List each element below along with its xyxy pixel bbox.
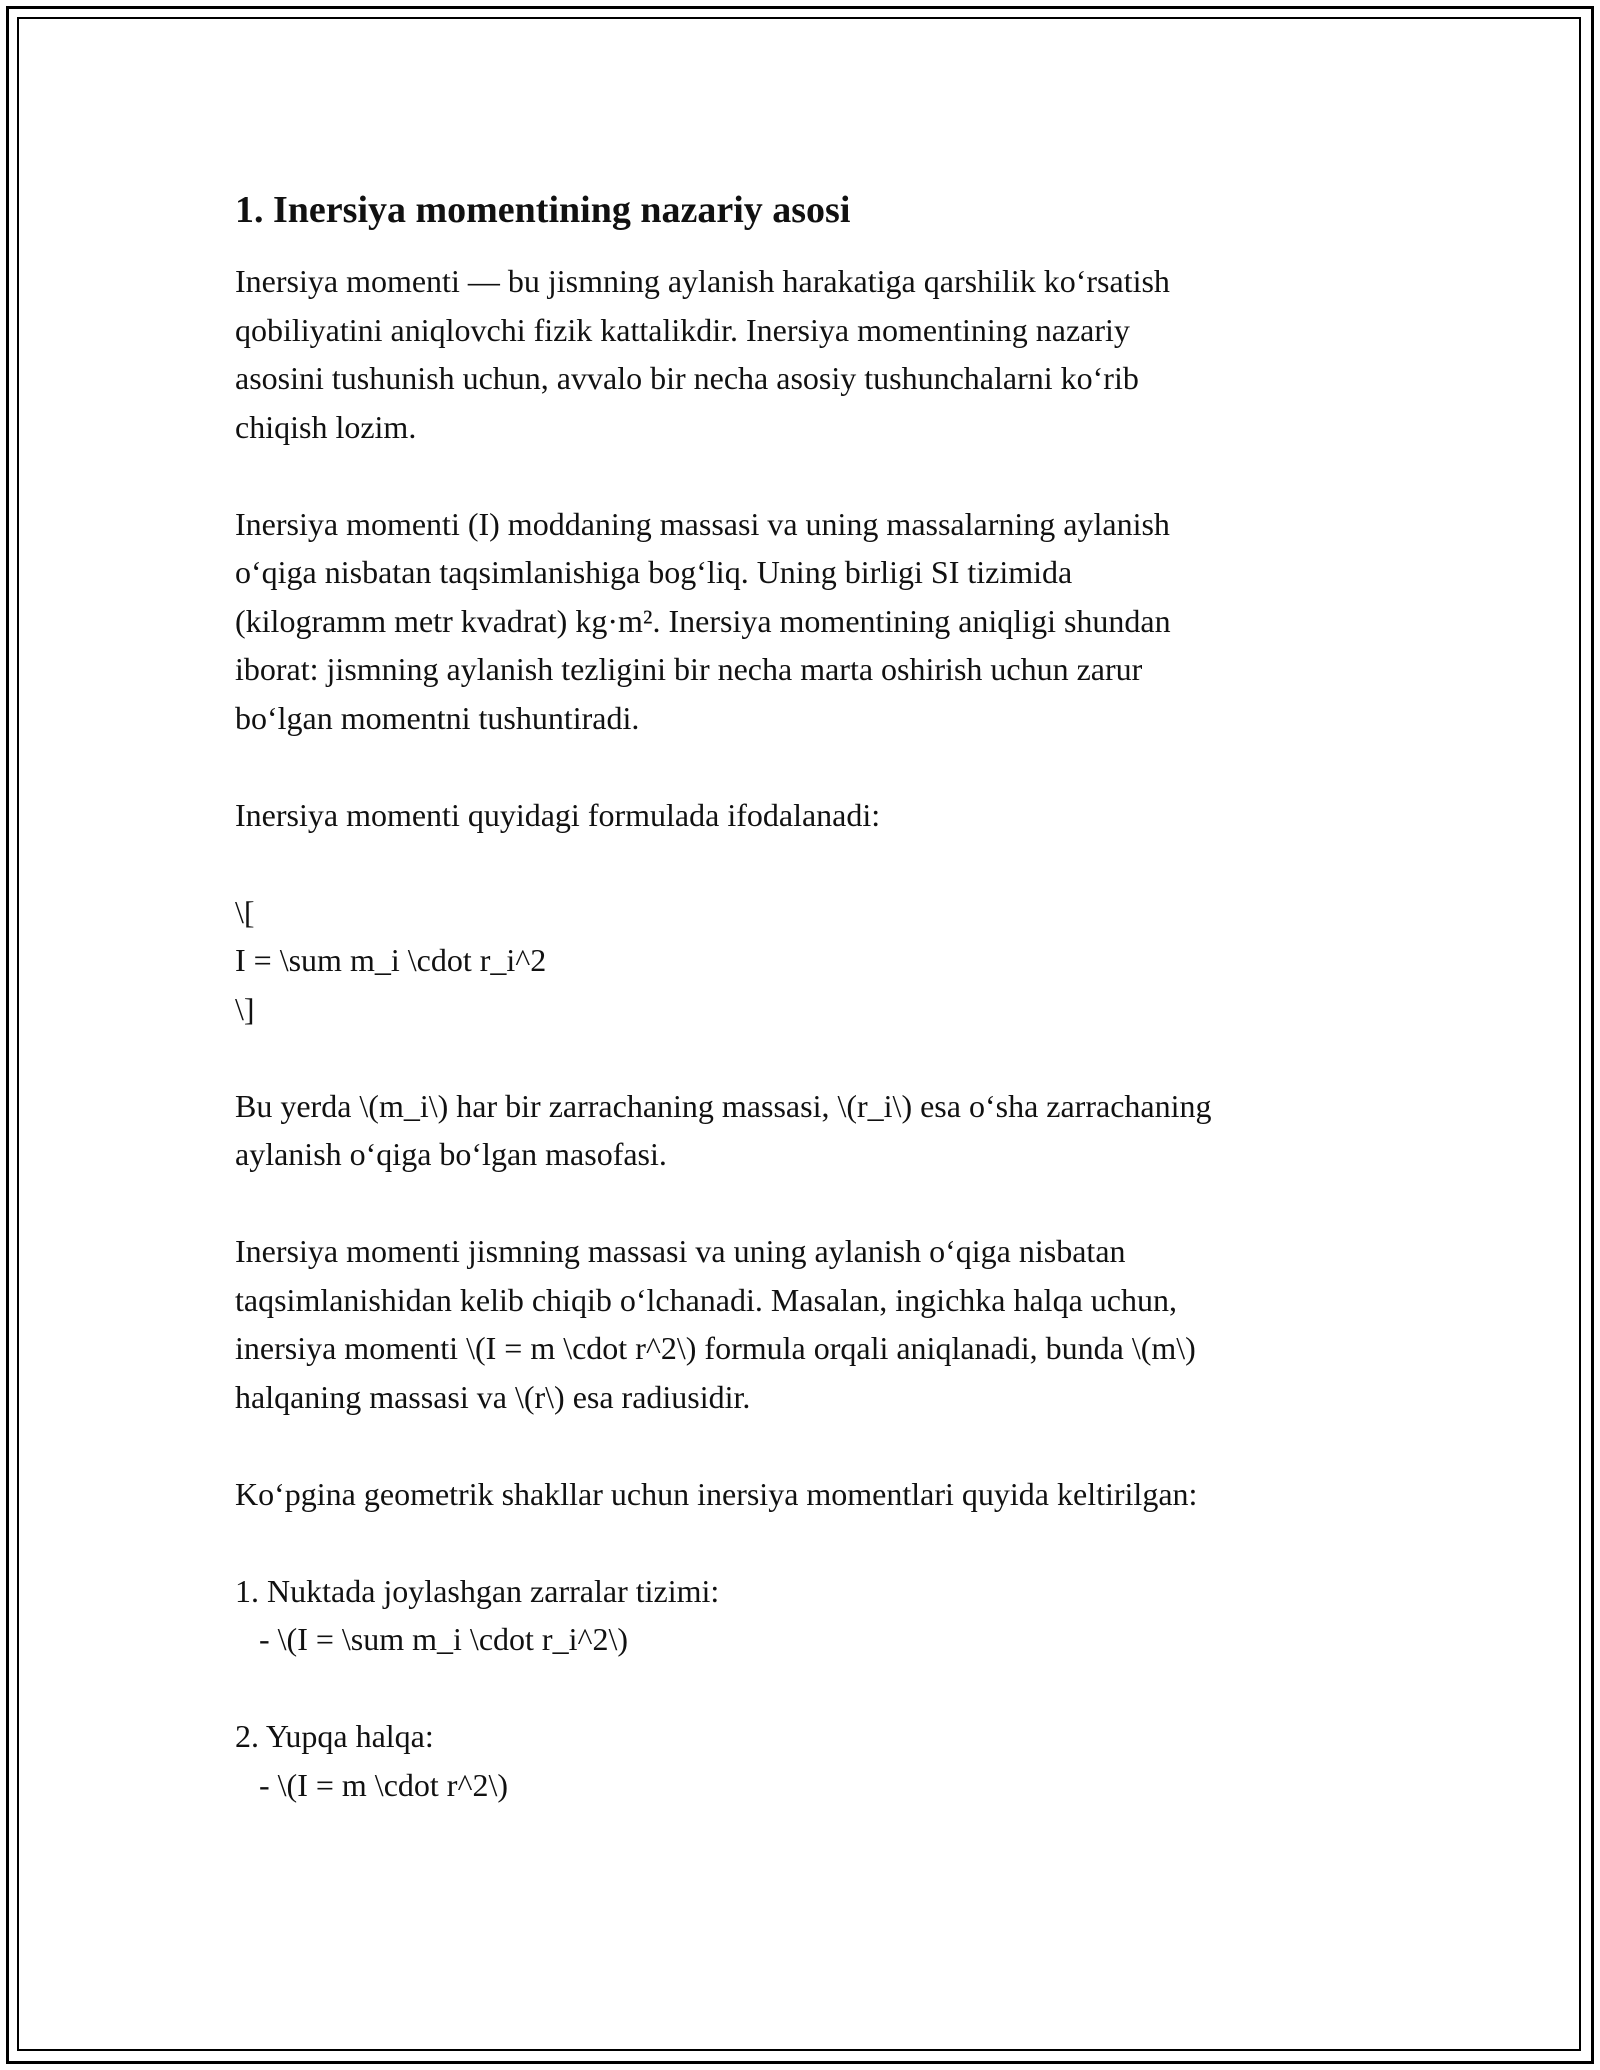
section-heading: 1. Inersiya momentining nazariy asosi (235, 189, 851, 231)
paragraph-units: Inersiya momenti (I) moddaning massasi va uning massalarning aylanish o‘qiga nisbatan taqsimlanishiga bog‘liq. Uning birligi SI tizimida (kilogramm metr kvadrat) kg·m². Inersiya momentining aniqligi shundan iborat: jismning aylanish tezligini bir necha marta oshirish uchun zarur bo‘lgan momentni tushuntiradi. (235, 505, 1171, 736)
list-item-title: 2. Yupqa halqa: (235, 1718, 434, 1754)
list-item-formula: - \(I = \sum m_i \cdot r_i^2\) (235, 1621, 629, 1657)
list-item-title: 1. Nuktada joylashgan zarralar tizimi: (235, 1572, 720, 1609)
document-body (235, 185, 1365, 1858)
formula-body: I = \sum m_i \cdot r_i^2 (235, 942, 547, 978)
paragraph-ring-example: Inersiya momenti jismning massasi va uning aylanish o‘qiga nisbatan taqsimlanishidan kelib chiqib o‘lchanadi. Masalan, ingichka halqa uchun, inersiya momenti \(I = m \cdot r^2\) formula orqali aniqlanadi, bunda \(m\) halqaning massasi va \(r\) esa radiusidir. (235, 1233, 1196, 1415)
list-item-formula: - \(I = m \cdot r^2\) (235, 1766, 508, 1803)
formula-open-delimiter: \[ (235, 893, 255, 930)
paragraph-variables: Bu yerda \(m_i\) har bir zarrachaning massasi, \(r_i\) esa o‘sha zarrachaning aylanish o‘qiga bo‘lgan masofasi. (235, 1087, 1212, 1172)
formula-close-delimiter: \] (235, 990, 255, 1027)
paragraph-shapes-intro: Ko‘pgina geometrik shakllar uchun inersiya momentlari quyida keltirilgan: (235, 1475, 1198, 1512)
list-item (235, 1712, 1365, 1809)
paragraph-formula-intro: Inersiya momenti quyidagi formulada ifodalanadi: (235, 796, 881, 833)
list-item (235, 1567, 1365, 1664)
paragraph-definition: Inersiya momenti — bu jismning aylanish harakatiga qarshilik ko‘rsatish qobiliyatini aniqlovchi fizik kattalikdir. Inersiya momentining nazariy asosini tushunish uchun, avvalo bir necha asosiy tushunchalarni ko‘rib chiqish lozim. (235, 263, 1170, 445)
formula-block (235, 888, 1365, 1034)
